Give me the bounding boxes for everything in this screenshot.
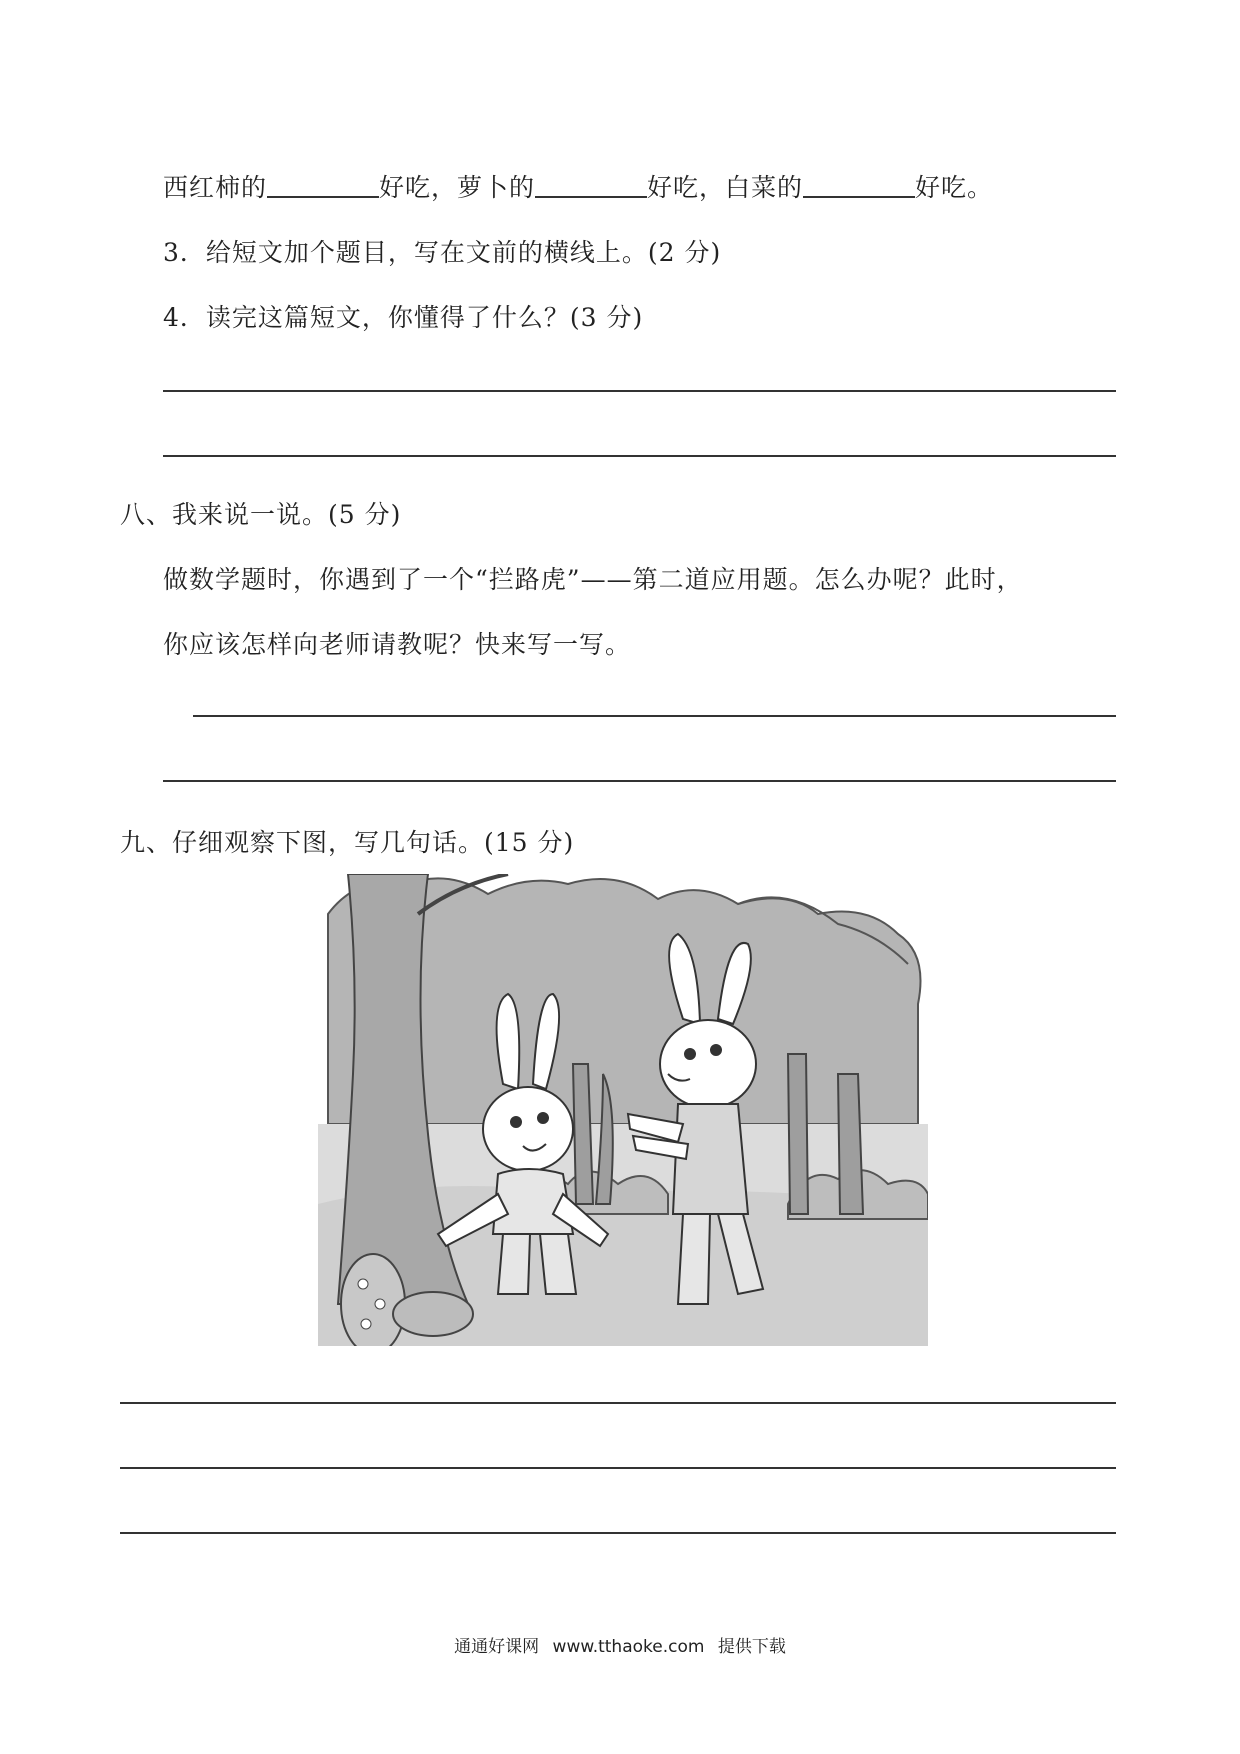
question-3: 3．给短文加个题目，写在文前的横线上。(2 分) [163,238,722,267]
page-footer [0,1632,1240,1657]
answer-blank-3[interactable] [803,174,915,198]
section-9-heading: 九、仔细观察下图，写几句话。(15 分) [120,828,575,857]
answer-blank-1[interactable] [267,174,379,198]
footer-url[interactable]: www.tthaoke.com [552,1637,705,1657]
fill-text-1: 西红柿的 [163,173,268,202]
section-8-prompt-line-1: 做数学题时，你遇到了一个“拦路虎”——第二道应用题。怎么办呢？此时， [163,565,1023,594]
answer-line[interactable] [120,1467,1116,1469]
fill-text-3: 好吃，白菜的 [647,173,804,202]
fill-text-2: 好吃，萝卜的 [379,173,536,202]
footer-suffix: 提供下载 [717,1637,786,1657]
answer-line[interactable] [120,1532,1116,1534]
question-4: 4．读完这篇短文，你懂得了什么？(3 分) [163,303,644,332]
fill-in-sentence [163,168,993,204]
answer-blank-2[interactable] [535,174,647,198]
footer-site-name: 通通好课网 [454,1637,540,1657]
fill-text-4: 好吃。 [915,173,994,202]
answer-line[interactable] [163,455,1116,457]
section-8-prompt-line-2: 你应该怎样向老师请教呢？快来写一写。 [163,630,632,659]
rabbits-illustration [318,874,928,1346]
answer-line[interactable] [193,715,1116,717]
section-8-heading: 八、我来说一说。(5 分) [120,500,402,529]
answer-line[interactable] [163,390,1116,392]
answer-line[interactable] [120,1402,1116,1404]
answer-line[interactable] [163,780,1116,782]
